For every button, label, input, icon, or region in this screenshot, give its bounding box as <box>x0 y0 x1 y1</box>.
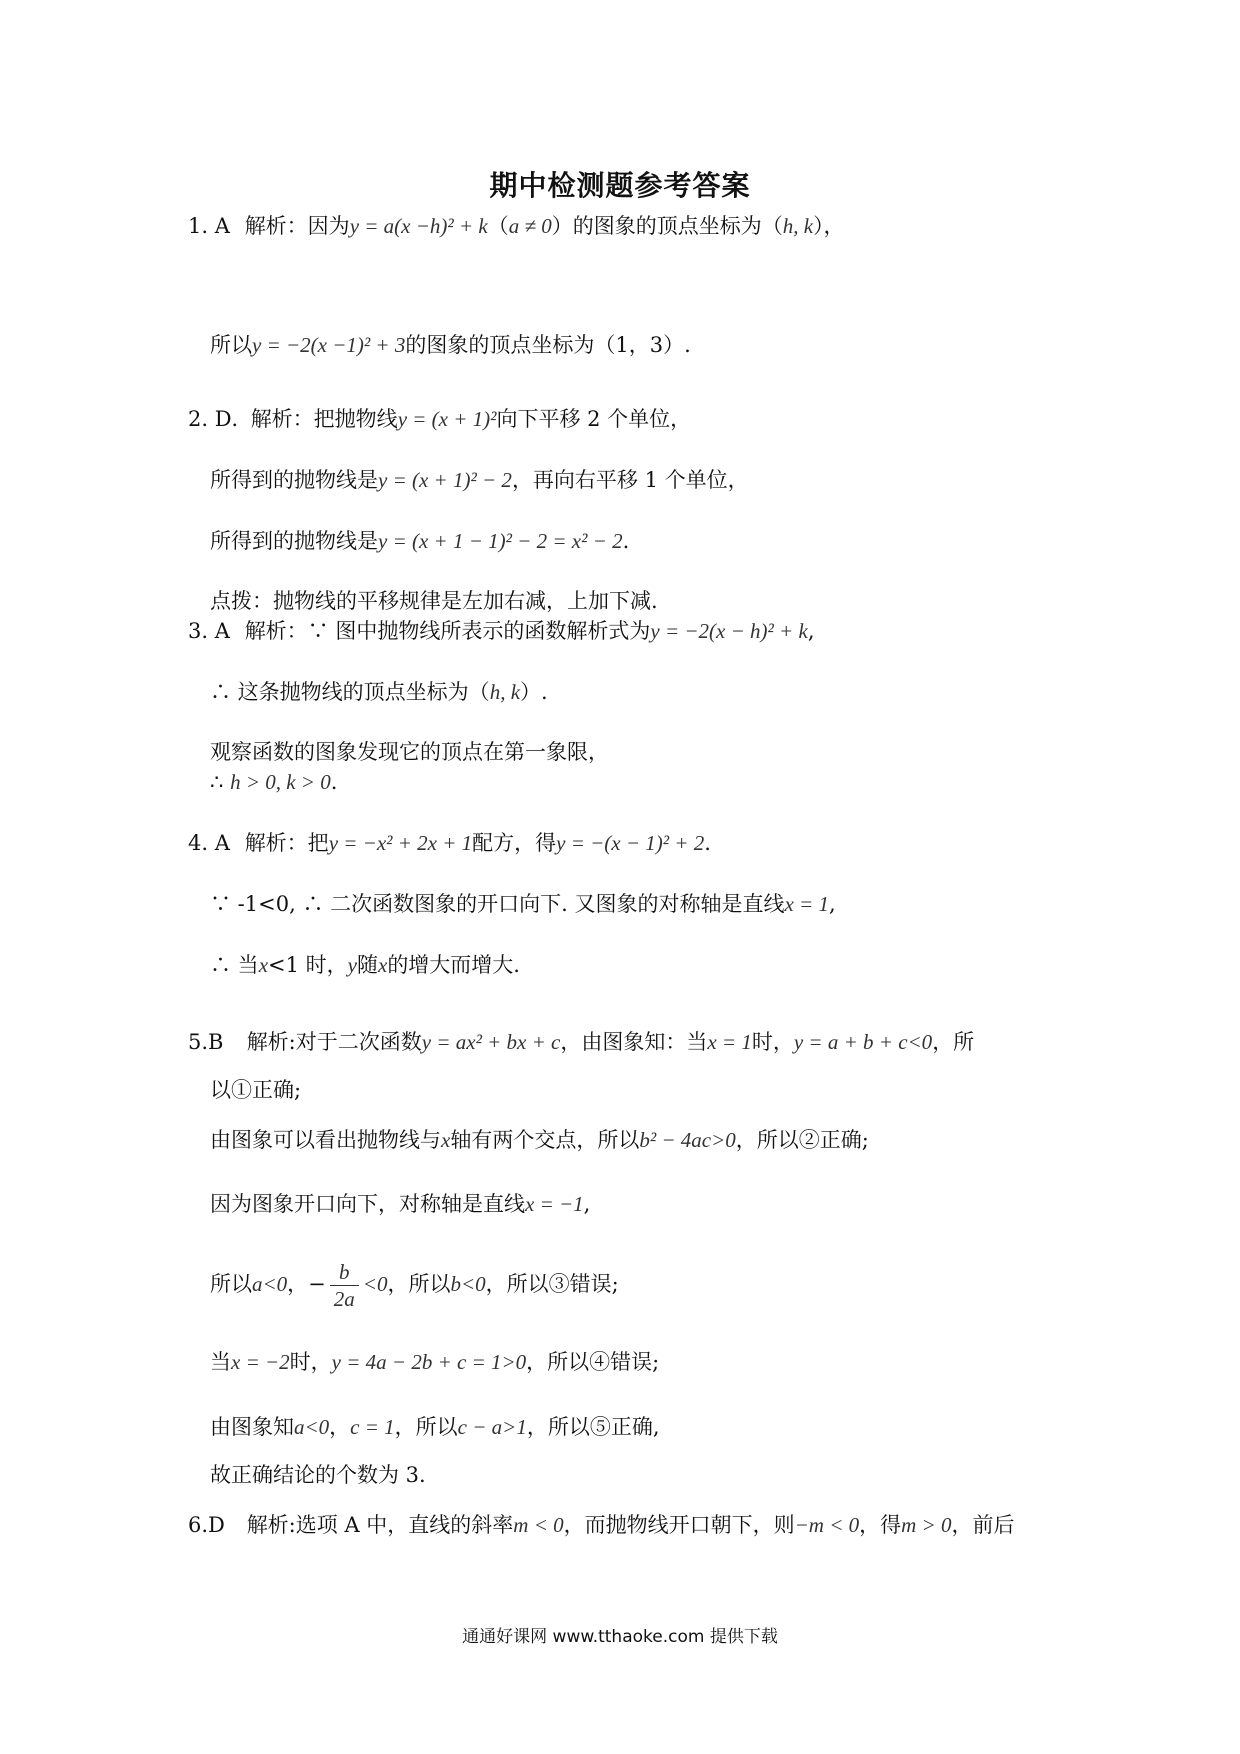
text: 解析：∵ 图中抛物线所表示的函数解析式为 <box>244 619 651 643</box>
text: 的图象的顶点坐标为（1，3）. <box>405 333 691 357</box>
answer-5-line-7 <box>210 1412 660 1442</box>
text: ，所以④错误; <box>526 1350 660 1374</box>
formula: h > 0, k > 0 <box>230 770 331 794</box>
formula: b² − 4ac>0 <box>639 1128 736 1152</box>
formula: b<0 <box>450 1272 486 1296</box>
fraction-numerator: b <box>330 1259 359 1286</box>
answer-3-label: 3. A <box>188 619 230 643</box>
answer-5-line-1 <box>188 1027 974 1057</box>
answer-3-line-1 <box>188 616 815 646</box>
text: 的增大而增大. <box>387 953 520 977</box>
text: . <box>704 831 711 855</box>
answer-1-line-2 <box>210 330 691 360</box>
text: ，前后 <box>951 1513 1015 1537</box>
text: ）的图象的顶点坐标为（ <box>551 214 783 238</box>
answer-1-label: 1. A <box>188 214 230 238</box>
text: 随 <box>356 953 378 977</box>
formula: y = −2(x −1)² + 3 <box>252 333 406 357</box>
text: ，所以 <box>394 1415 458 1439</box>
page-footer: 通通好课网 www.tthaoke.com 提供下载 <box>462 1627 778 1647</box>
answer-5-line-6 <box>210 1347 659 1377</box>
text: <1 时， <box>268 953 348 977</box>
text: 解析：把 <box>244 831 329 855</box>
text: 向下平移 2 个单位， <box>496 407 692 431</box>
text: . <box>330 770 338 794</box>
formula: c = 1 <box>350 1415 395 1439</box>
text: 所以 <box>210 1272 252 1296</box>
text: 解析：因为 <box>244 214 350 238</box>
text: ， <box>329 1415 351 1439</box>
text: 解析:对于二次函数 <box>246 1030 422 1054</box>
text: ，所以 <box>387 1272 451 1296</box>
text: ，得 <box>859 1513 902 1537</box>
formula: x = 1 <box>784 892 829 916</box>
answer-3-line-4 <box>210 767 337 797</box>
formula: −m < 0 <box>794 1513 860 1537</box>
text: ∵ -1<0, ∴ 二次函数图象的开口向下. 又图象的对称轴是直线 <box>210 892 785 916</box>
formula: x = −2 <box>231 1350 290 1374</box>
text: 解析：把抛物线 <box>250 407 398 431</box>
fraction <box>330 1259 359 1312</box>
answer-2-note: 点拨：抛物线的平移规律是左加右减，上加下减. <box>210 589 658 613</box>
formula: x = −1 <box>525 1192 584 1216</box>
answer-5-conclusion: 故正确结论的个数为 3. <box>210 1463 426 1487</box>
formula: c − a>1 <box>457 1415 527 1439</box>
fraction-denominator: 2a <box>333 1287 355 1311</box>
formula: m < 0 <box>513 1513 564 1537</box>
formula: y <box>347 953 357 977</box>
formula: h, k <box>489 680 521 704</box>
text: ，所以②正确; <box>735 1128 869 1152</box>
text: ，由图象知：当 <box>560 1030 708 1054</box>
formula: a ≠ 0 <box>508 214 552 238</box>
formula: y = (x + 1)² − 2 <box>378 468 512 492</box>
text: ）. <box>520 680 548 704</box>
text: , <box>807 619 815 643</box>
formula: x <box>441 1128 451 1152</box>
text: 因为图象开口向下，对称轴是直线 <box>210 1192 525 1216</box>
text: 配方，得 <box>472 831 557 855</box>
formula: y = −x² + 2x + 1 <box>328 831 473 855</box>
text: ∴ <box>210 770 224 794</box>
text: 由图象知 <box>210 1415 294 1439</box>
page-title: 期中检测题参考答案 <box>489 169 751 202</box>
formula: y = a + b + c<0 <box>793 1030 933 1054</box>
text: ∴ 当 <box>210 953 259 977</box>
text: （ <box>487 214 509 238</box>
text: . <box>622 529 630 553</box>
text: , <box>828 892 836 916</box>
text: ）， <box>813 214 845 238</box>
answer-5-line-4 <box>210 1189 590 1219</box>
text: 轴有两个交点，所以 <box>450 1128 640 1152</box>
formula: x = 1 <box>707 1030 752 1054</box>
formula: a<0 <box>252 1272 288 1296</box>
text: 时， <box>751 1030 794 1054</box>
text: 时， <box>289 1350 332 1374</box>
answer-6-line-1 <box>188 1510 1014 1540</box>
text: 所以 <box>210 333 252 357</box>
text: 当 <box>210 1350 231 1374</box>
text: 解析:选项 A 中，直线的斜率 <box>246 1513 514 1537</box>
formula: y = a(x −h)² + k <box>349 214 488 238</box>
answer-5-line-3 <box>210 1125 869 1155</box>
answer-5-line-2: 以①正确; <box>210 1078 302 1102</box>
answer-2-line-1 <box>188 404 691 434</box>
answer-4-line-1 <box>188 828 711 858</box>
text: 所得到的抛物线是 <box>210 468 378 492</box>
formula: a<0 <box>294 1415 330 1439</box>
formula: y = −2(x − h)² + k <box>650 619 808 643</box>
text: ，再向右平移 1 个单位， <box>511 468 749 492</box>
answer-3-line-3: 观察函数的图象发现它的顶点在第一象限， <box>210 740 609 764</box>
answer-2-line-2 <box>210 465 749 495</box>
formula: x <box>377 953 388 977</box>
text: ，而抛物线开口朝下，则 <box>563 1513 795 1537</box>
answer-5-line-5 <box>210 1256 619 1312</box>
answer-4-line-3 <box>210 950 520 980</box>
formula: <0 <box>362 1272 388 1296</box>
text: , <box>583 1192 591 1216</box>
answer-4-line-2 <box>210 889 836 919</box>
answer-5-label: 5.B <box>188 1030 224 1054</box>
text: ∴ 这条抛物线的顶点坐标为（ <box>210 680 490 704</box>
formula: x <box>258 953 269 977</box>
text: 所得到的抛物线是 <box>210 529 378 553</box>
formula: y = −(x − 1)² + 2 <box>556 831 705 855</box>
answer-6-label: 6.D <box>188 1513 225 1537</box>
answer-1-line-1 <box>188 211 845 241</box>
text: ，− <box>287 1272 326 1296</box>
answer-3-line-2 <box>210 677 548 707</box>
formula: h, k <box>782 214 814 238</box>
formula: y = 4a − 2b + c = 1>0 <box>331 1350 527 1374</box>
answer-2-label: 2. D． <box>188 407 253 431</box>
formula: m > 0 <box>901 1513 952 1537</box>
text: ，所以⑤正确, <box>526 1415 660 1439</box>
text: ，所 <box>932 1030 975 1054</box>
text: ，所以③错误; <box>485 1272 619 1296</box>
text: 由图象可以看出抛物线与 <box>210 1128 441 1152</box>
formula: y = ax² + bx + c <box>421 1030 561 1054</box>
answer-4-label: 4. A <box>188 831 230 855</box>
formula: y = (x + 1)² <box>397 407 497 431</box>
formula: y = (x + 1 − 1)² − 2 = x² − 2 <box>378 529 623 553</box>
answer-2-line-3 <box>210 526 629 556</box>
